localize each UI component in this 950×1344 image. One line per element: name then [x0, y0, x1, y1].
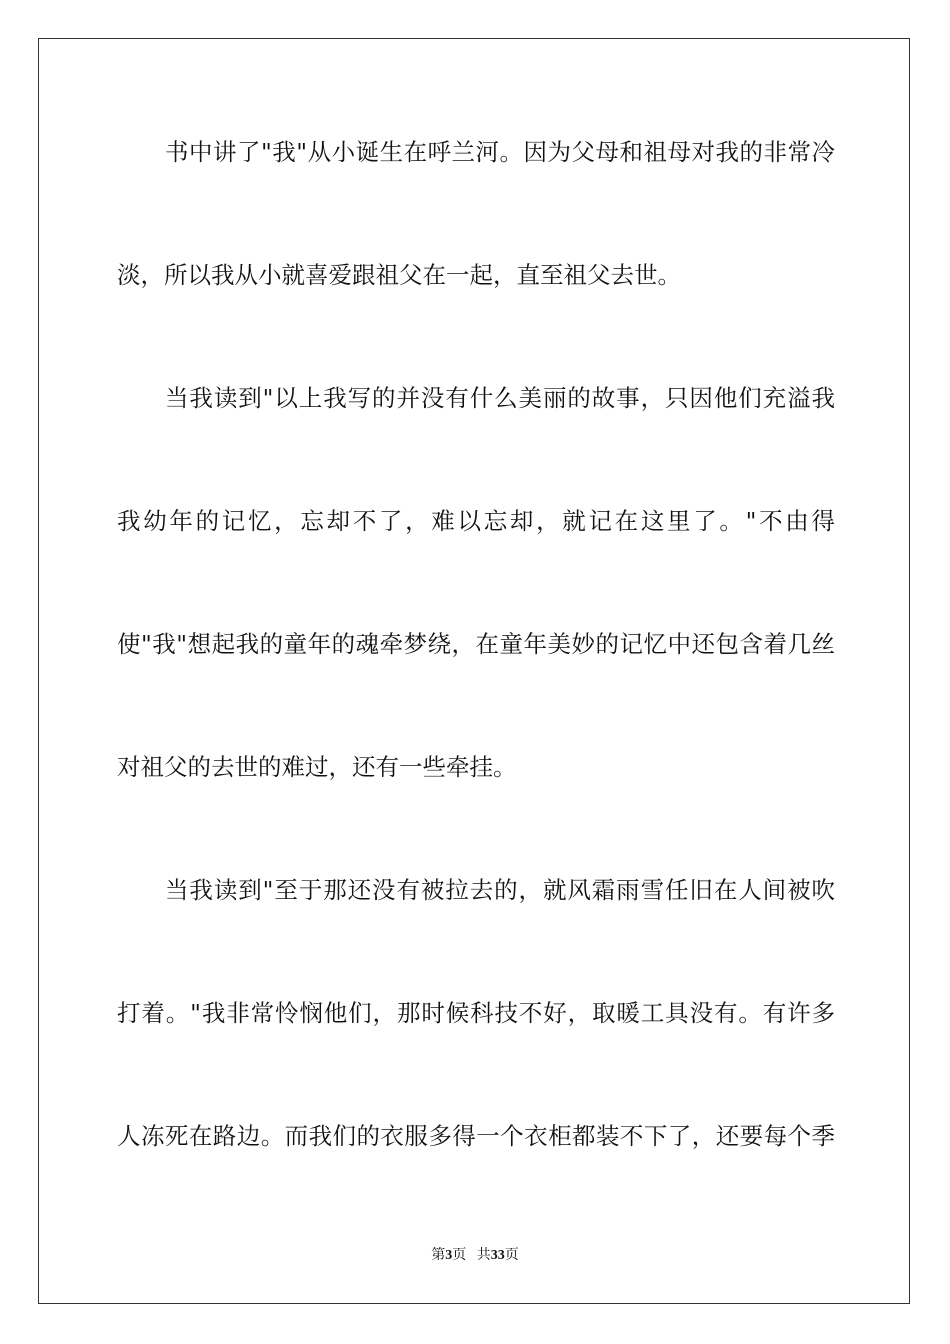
- page-suffix: 页: [452, 1248, 467, 1263]
- paragraph-2-line-1: 当我读到"以上我写的并没有什么美丽的故事，只因他们充溢我: [165, 384, 835, 412]
- paragraph-1-line-1: 书中讲了"我"从小诞生在呼兰河。因为父母和祖母对我的非常冷: [165, 138, 835, 166]
- page-prefix: 第: [431, 1248, 446, 1263]
- paragraph-3-line-1: 当我读到"至于那还没有被拉去的，就风霜雨雪任旧在人间被吹: [165, 876, 835, 904]
- paragraph-2-line-4: 对祖父的去世的难过，还有一些牵挂。: [117, 753, 517, 781]
- page-footer: [0, 1246, 950, 1266]
- paragraph-3-line-3: 人冻死在路边。而我们的衣服多得一个衣柜都装不下了，还要每个季: [117, 1122, 835, 1150]
- total-pages: 33: [490, 1248, 505, 1263]
- paragraph-2-line-3: 使"我"想起我的童年的魂牵梦绕，在童年美妙的记忆中还包含着几丝: [117, 630, 835, 658]
- page-number: 3: [445, 1248, 453, 1263]
- total-suffix: 页: [504, 1248, 519, 1263]
- paragraph-3-line-2: 打着。"我非常怜悯他们，那时候科技不好，取暖工具没有。有许多: [117, 999, 835, 1027]
- total-prefix: 共: [476, 1248, 491, 1263]
- paragraph-1-line-2: 淡，所以我从小就喜爱跟祖父在一起，直至祖父去世。: [117, 261, 681, 289]
- paragraph-2-line-2: 我幼年的记忆，忘却不了，难以忘却，就记在这里了。"不由得: [117, 507, 835, 535]
- page-border: [38, 38, 910, 1304]
